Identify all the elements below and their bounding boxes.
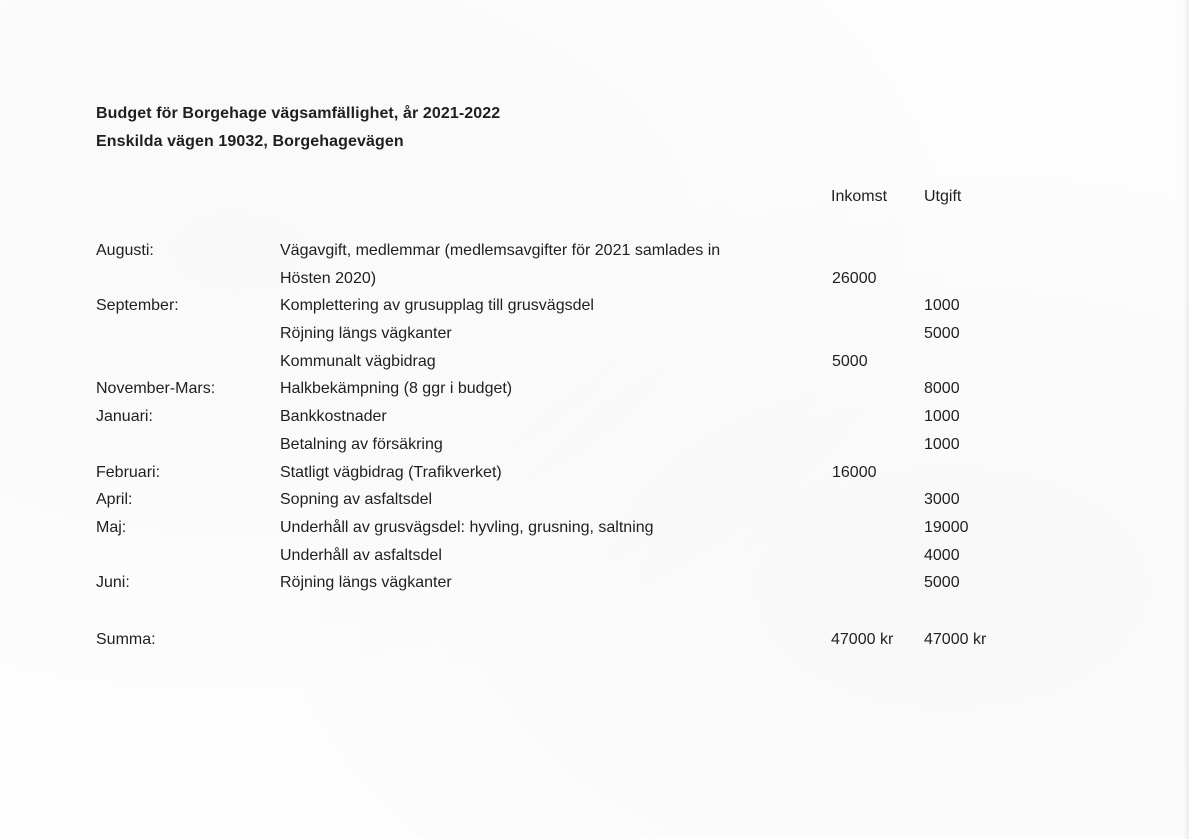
summary-label: Summa: (96, 631, 156, 648)
row-month: November-Mars: (96, 380, 216, 398)
row-income: 26000 (832, 269, 877, 287)
row-description: Röjning längs vägkanter (280, 325, 452, 343)
table-row (0, 408, 1189, 436)
expense-column-header: Utgift (924, 188, 962, 205)
row-month: Februari: (96, 463, 161, 481)
table-row (0, 436, 1189, 464)
row-month: Januari: (96, 408, 153, 426)
document-title: Budget för Borgehage vägsamfällighet, år 2021-2022 (96, 105, 501, 122)
row-description: Sopning av asfaltsdel (280, 491, 433, 509)
row-month: Maj: (96, 518, 127, 536)
table-row (0, 353, 1189, 381)
table-row (0, 491, 1189, 519)
row-expense: 1000 (924, 435, 960, 453)
row-month: Juni: (96, 574, 130, 592)
row-description: Vägavgift, medlemmar (medlemsavgifter för 2021 samlades in (280, 242, 721, 259)
row-description: Betalning av försäkring (280, 435, 443, 453)
table-row (0, 270, 1189, 298)
row-income: 16000 (832, 463, 877, 481)
table-row (0, 242, 1189, 270)
row-description: Komplettering av grusupplag till grusvägsdel (280, 297, 594, 315)
row-description: Bankkostnader (280, 408, 387, 426)
row-expense: 5000 (924, 325, 960, 343)
income-total: 47000 kr (831, 631, 894, 648)
table-row (0, 574, 1189, 602)
document-subtitle: Enskilda vägen 19032, Borgehagevägen (96, 133, 404, 150)
row-description: Hösten 2020) (280, 269, 377, 287)
income-column-header: Inkomst (831, 188, 888, 205)
row-description: Statligt vägbidrag (Trafikverket) (280, 463, 502, 481)
row-month: Augusti: (96, 242, 154, 259)
row-description: Underhåll av grusvägsdel: hyvling, grusning, saltning (280, 518, 654, 536)
row-expense: 3000 (924, 491, 960, 509)
table-row (0, 547, 1189, 575)
table-row (0, 297, 1189, 325)
row-month: September: (96, 297, 179, 315)
expense-total: 47000 kr (924, 631, 987, 648)
row-expense: 5000 (924, 574, 960, 592)
row-description: Röjning längs vägkanter (280, 574, 452, 592)
row-expense: 19000 (924, 518, 969, 536)
table-row (0, 519, 1189, 547)
budget-table (0, 242, 1189, 602)
row-expense: 1000 (924, 297, 960, 315)
table-row (0, 325, 1189, 353)
row-expense: 8000 (924, 380, 960, 398)
row-description: Underhåll av asfaltsdel (280, 546, 442, 564)
row-description: Halkbekämpning (8 ggr i budget) (280, 380, 513, 398)
row-month: April: (96, 491, 133, 509)
row-description: Kommunalt vägbidrag (280, 352, 436, 370)
table-row (0, 464, 1189, 492)
table-row (0, 380, 1189, 408)
row-income: 5000 (832, 352, 868, 370)
row-expense: 1000 (924, 408, 960, 426)
row-expense: 4000 (924, 546, 960, 564)
